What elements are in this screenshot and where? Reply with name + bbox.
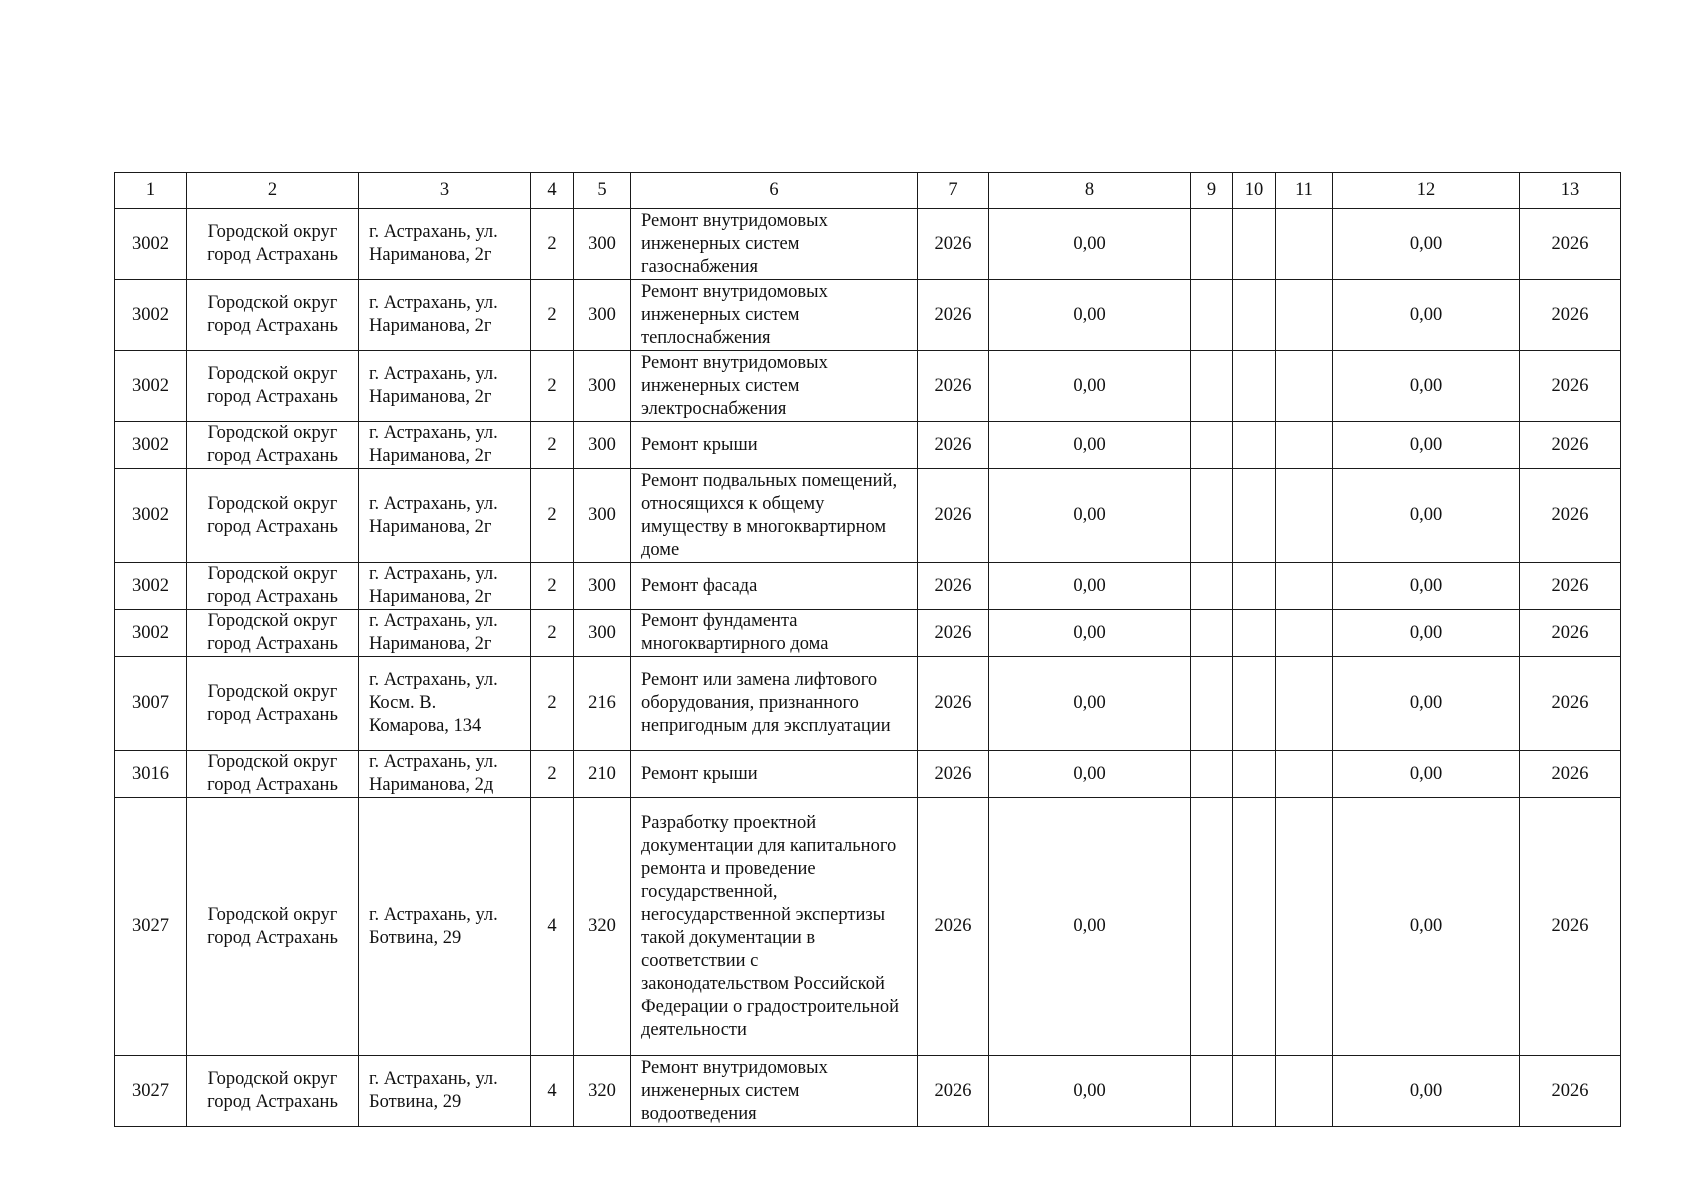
cell-col11: [1276, 610, 1333, 657]
cell-address: г. Астрахань, ул. Нариманова, 2г: [359, 351, 531, 422]
cell-col9: [1191, 280, 1233, 351]
cell-floors: 2: [531, 422, 574, 469]
works-table: [114, 172, 1621, 1127]
header-cell: 10: [1233, 173, 1276, 209]
cell-col9: [1191, 422, 1233, 469]
cell-year: 2026: [918, 657, 989, 751]
cell-col10: [1233, 798, 1276, 1056]
cell-address: г. Астрахань, ул. Нариманова, 2г: [359, 563, 531, 610]
cell-municipality: Городской округ город Астрахань: [187, 209, 359, 280]
header-cell: 12: [1333, 173, 1520, 209]
header-cell: 13: [1520, 173, 1621, 209]
cell-code: 300: [574, 469, 631, 563]
cell-amount: 0,00: [1333, 422, 1520, 469]
cell-municipality: Городской округ город Астрахань: [187, 469, 359, 563]
cell-cost: 0,00: [989, 209, 1191, 280]
cell-year: 2026: [918, 422, 989, 469]
cell-col9: [1191, 351, 1233, 422]
cell-col9: [1191, 209, 1233, 280]
cell-work-type: Ремонт подвальных помещений, относящихся к общему имуществу в многоквартирном доме: [631, 469, 918, 563]
cell-code: 320: [574, 1056, 631, 1127]
table-row: [115, 610, 1621, 657]
cell-municipality: Городской округ город Астрахань: [187, 1056, 359, 1127]
table-row: [115, 1056, 1621, 1127]
table-header-row: [115, 173, 1621, 209]
cell-floors: 2: [531, 657, 574, 751]
header-cell: 7: [918, 173, 989, 209]
cell-col9: [1191, 469, 1233, 563]
cell-col10: [1233, 657, 1276, 751]
cell-col10: [1233, 563, 1276, 610]
cell-year-end: 2026: [1520, 751, 1621, 798]
header-cell: 6: [631, 173, 918, 209]
cell-code: 300: [574, 563, 631, 610]
table-row: [115, 563, 1621, 610]
cell-col11: [1276, 798, 1333, 1056]
cell-municipality: Городской округ город Астрахань: [187, 798, 359, 1056]
cell-floors: 4: [531, 1056, 574, 1127]
cell-col10: [1233, 280, 1276, 351]
table-row: [115, 657, 1621, 751]
cell-amount: 0,00: [1333, 280, 1520, 351]
cell-col9: [1191, 657, 1233, 751]
cell-year: 2026: [918, 1056, 989, 1127]
header-cell: 4: [531, 173, 574, 209]
cell-year-end: 2026: [1520, 1056, 1621, 1127]
cell-code: 300: [574, 209, 631, 280]
cell-col11: [1276, 280, 1333, 351]
cell-col10: [1233, 351, 1276, 422]
cell-year-end: 2026: [1520, 422, 1621, 469]
cell-cost: 0,00: [989, 280, 1191, 351]
cell-address: г. Астрахань, ул. Ботвина, 29: [359, 1056, 531, 1127]
cell-id: 3002: [115, 563, 187, 610]
cell-code: 300: [574, 610, 631, 657]
header-cell: 3: [359, 173, 531, 209]
cell-amount: 0,00: [1333, 1056, 1520, 1127]
header-cell: 8: [989, 173, 1191, 209]
cell-year-end: 2026: [1520, 657, 1621, 751]
cell-year-end: 2026: [1520, 798, 1621, 1056]
cell-year-end: 2026: [1520, 610, 1621, 657]
cell-amount: 0,00: [1333, 469, 1520, 563]
cell-amount: 0,00: [1333, 798, 1520, 1056]
cell-work-type: Ремонт фасада: [631, 563, 918, 610]
cell-id: 3002: [115, 280, 187, 351]
cell-municipality: Городской округ город Астрахань: [187, 422, 359, 469]
cell-id: 3002: [115, 469, 187, 563]
header-cell: 11: [1276, 173, 1333, 209]
cell-col11: [1276, 657, 1333, 751]
cell-floors: 4: [531, 798, 574, 1056]
cell-municipality: Городской округ город Астрахань: [187, 280, 359, 351]
table-row: [115, 280, 1621, 351]
cell-amount: 0,00: [1333, 209, 1520, 280]
cell-address: г. Астрахань, ул. Нариманова, 2г: [359, 209, 531, 280]
cell-amount: 0,00: [1333, 563, 1520, 610]
cell-cost: 0,00: [989, 657, 1191, 751]
cell-code: 300: [574, 422, 631, 469]
cell-floors: 2: [531, 563, 574, 610]
cell-address: г. Астрахань, ул. Нариманова, 2г: [359, 280, 531, 351]
cell-municipality: Городской округ город Астрахань: [187, 657, 359, 751]
table-row: [115, 209, 1621, 280]
cell-code: 300: [574, 351, 631, 422]
cell-col9: [1191, 563, 1233, 610]
cell-cost: 0,00: [989, 469, 1191, 563]
cell-year-end: 2026: [1520, 209, 1621, 280]
cell-cost: 0,00: [989, 422, 1191, 469]
cell-col9: [1191, 1056, 1233, 1127]
cell-id: 3002: [115, 209, 187, 280]
cell-year: 2026: [918, 751, 989, 798]
cell-code: 210: [574, 751, 631, 798]
cell-work-type: Ремонт внутридомовых инженерных систем теплоснабжения: [631, 280, 918, 351]
cell-work-type: Ремонт внутридомовых инженерных систем водоотведения: [631, 1056, 918, 1127]
cell-year-end: 2026: [1520, 280, 1621, 351]
cell-col11: [1276, 351, 1333, 422]
cell-amount: 0,00: [1333, 657, 1520, 751]
cell-year: 2026: [918, 209, 989, 280]
cell-year: 2026: [918, 469, 989, 563]
cell-col10: [1233, 1056, 1276, 1127]
cell-work-type: Ремонт или замена лифтового оборудования, признанного непригодным для эксплуатации: [631, 657, 918, 751]
cell-cost: 0,00: [989, 351, 1191, 422]
table-row: [115, 422, 1621, 469]
cell-floors: 2: [531, 280, 574, 351]
cell-cost: 0,00: [989, 751, 1191, 798]
cell-municipality: Городской округ город Астрахань: [187, 751, 359, 798]
cell-cost: 0,00: [989, 798, 1191, 1056]
cell-col11: [1276, 469, 1333, 563]
cell-cost: 0,00: [989, 563, 1191, 610]
cell-address: г. Астрахань, ул. Нариманова, 2д: [359, 751, 531, 798]
cell-municipality: Городской округ город Астрахань: [187, 610, 359, 657]
cell-amount: 0,00: [1333, 751, 1520, 798]
cell-address: г. Астрахань, ул. Нариманова, 2г: [359, 610, 531, 657]
cell-id: 3002: [115, 422, 187, 469]
cell-address: г. Астрахань, ул. Нариманова, 2г: [359, 422, 531, 469]
cell-year: 2026: [918, 351, 989, 422]
cell-floors: 2: [531, 751, 574, 798]
cell-floors: 2: [531, 351, 574, 422]
cell-address: г. Астрахань, ул. Нариманова, 2г: [359, 469, 531, 563]
cell-col11: [1276, 422, 1333, 469]
cell-id: 3027: [115, 1056, 187, 1127]
cell-col10: [1233, 209, 1276, 280]
cell-code: 216: [574, 657, 631, 751]
cell-id: 3002: [115, 351, 187, 422]
table-row: [115, 469, 1621, 563]
cell-floors: 2: [531, 469, 574, 563]
header-cell: 2: [187, 173, 359, 209]
cell-id: 3002: [115, 610, 187, 657]
cell-address: г. Астрахань, ул. Ботвина, 29: [359, 798, 531, 1056]
cell-year-end: 2026: [1520, 563, 1621, 610]
cell-work-type: Ремонт крыши: [631, 751, 918, 798]
cell-id: 3007: [115, 657, 187, 751]
table-row: [115, 798, 1621, 1056]
cell-work-type: Ремонт внутридомовых инженерных систем электроснабжения: [631, 351, 918, 422]
cell-id: 3027: [115, 798, 187, 1056]
cell-col10: [1233, 751, 1276, 798]
cell-work-type: Ремонт фундамента многоквартирного дома: [631, 610, 918, 657]
cell-code: 300: [574, 280, 631, 351]
cell-col11: [1276, 563, 1333, 610]
header-cell: 5: [574, 173, 631, 209]
cell-address: г. Астрахань, ул. Косм. В. Комарова, 134: [359, 657, 531, 751]
cell-year-end: 2026: [1520, 351, 1621, 422]
table-row: [115, 351, 1621, 422]
table-row: [115, 751, 1621, 798]
cell-col9: [1191, 610, 1233, 657]
cell-year-end: 2026: [1520, 469, 1621, 563]
cell-work-type: Ремонт внутридомовых инженерных систем газоснабжения: [631, 209, 918, 280]
cell-year: 2026: [918, 798, 989, 1056]
cell-municipality: Городской округ город Астрахань: [187, 563, 359, 610]
cell-work-type: Разработку проектной документации для капитального ремонта и проведение государственной, негосударственной экспертизы такой документации в соответствии с законодательством Российской Федерации о градостроительной деятельности: [631, 798, 918, 1056]
cell-col9: [1191, 751, 1233, 798]
cell-year: 2026: [918, 563, 989, 610]
cell-col10: [1233, 469, 1276, 563]
cell-municipality: Городской округ город Астрахань: [187, 351, 359, 422]
cell-col10: [1233, 422, 1276, 469]
cell-floors: 2: [531, 209, 574, 280]
header-cell: 1: [115, 173, 187, 209]
cell-col11: [1276, 1056, 1333, 1127]
cell-floors: 2: [531, 610, 574, 657]
cell-col10: [1233, 610, 1276, 657]
cell-col11: [1276, 209, 1333, 280]
cell-work-type: Ремонт крыши: [631, 422, 918, 469]
header-cell: 9: [1191, 173, 1233, 209]
cell-amount: 0,00: [1333, 351, 1520, 422]
cell-amount: 0,00: [1333, 610, 1520, 657]
cell-col11: [1276, 751, 1333, 798]
cell-id: 3016: [115, 751, 187, 798]
cell-code: 320: [574, 798, 631, 1056]
cell-cost: 0,00: [989, 1056, 1191, 1127]
cell-cost: 0,00: [989, 610, 1191, 657]
cell-year: 2026: [918, 280, 989, 351]
cell-year: 2026: [918, 610, 989, 657]
cell-col9: [1191, 798, 1233, 1056]
